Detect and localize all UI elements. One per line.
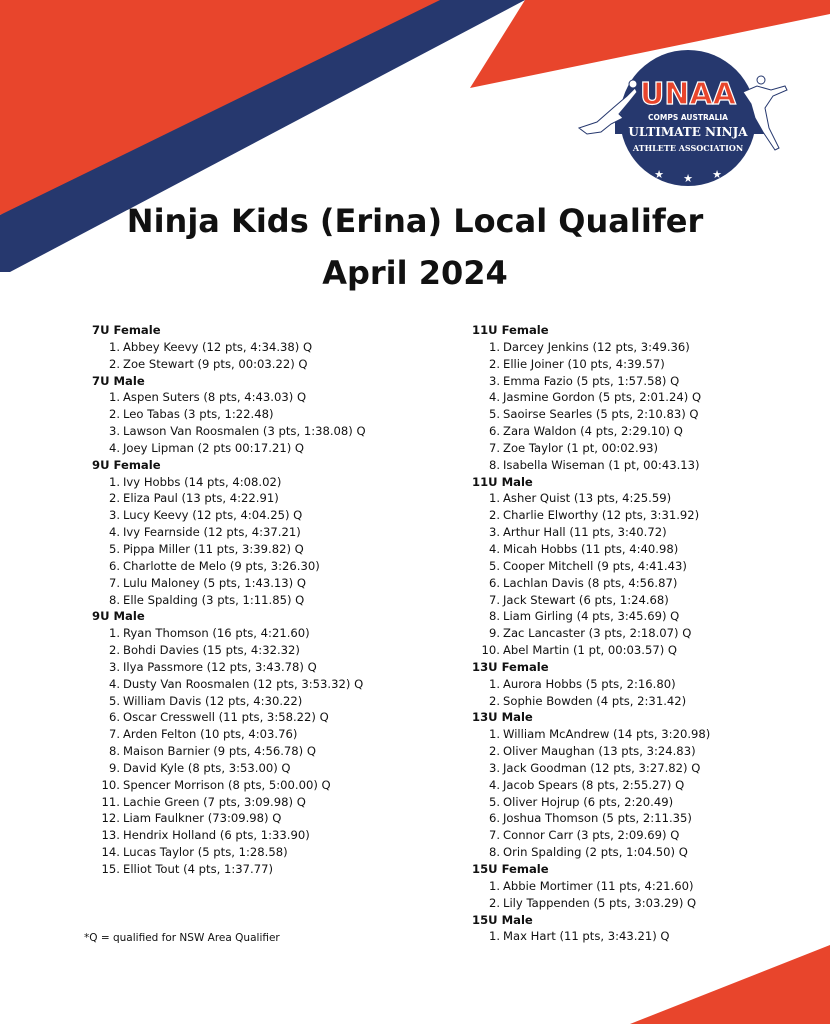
rank-number: 2. bbox=[488, 508, 500, 523]
rank-number: 1. bbox=[108, 390, 120, 405]
result-entry bbox=[85, 558, 435, 575]
result-text: Liam Girling (4 pts, 3:45.69) Q bbox=[503, 609, 680, 624]
rank-number: 8. bbox=[108, 744, 120, 759]
rank-number: 1. bbox=[108, 474, 120, 489]
rank-number: 6. bbox=[488, 424, 500, 439]
result-text: Saoirse Searles (5 pts, 2:10.83) Q bbox=[503, 407, 699, 422]
result-text: Max Hart (11 pts, 3:43.21) Q bbox=[503, 929, 670, 944]
logo-tagline: COMPS AUSTRALIA bbox=[648, 113, 728, 122]
result-entry bbox=[85, 507, 435, 524]
star-icon: ★ bbox=[654, 168, 664, 181]
result-entry bbox=[85, 726, 435, 743]
result-text: Ivy Hobbs (14 pts, 4:08.02) bbox=[123, 474, 282, 489]
result-text: Aspen Suters (8 pts, 4:43.03) Q bbox=[123, 390, 307, 405]
rank-number: 7. bbox=[488, 828, 500, 843]
rank-number: 15. bbox=[101, 862, 120, 876]
result-text: Isabella Wiseman (1 pt, 00:43.13) bbox=[503, 457, 700, 472]
rank-number: 3. bbox=[488, 760, 500, 775]
category-heading: 15U Female bbox=[472, 862, 549, 876]
rank-number: 5. bbox=[108, 693, 120, 708]
result-entry bbox=[85, 524, 435, 541]
result-text: Elliot Tout (4 pts, 1:37.77) bbox=[123, 862, 273, 876]
result-text: Leo Tabas (3 pts, 1:22.48) bbox=[123, 407, 274, 422]
logo-emblem bbox=[575, 48, 795, 198]
result-text: Pippa Miller (11 pts, 3:39.82) Q bbox=[123, 541, 304, 556]
result-entry bbox=[85, 339, 435, 356]
bottom-right-red-shape bbox=[630, 945, 830, 1024]
result-entry bbox=[85, 760, 435, 777]
rank-number: 2. bbox=[108, 643, 120, 658]
result-text: Oscar Cresswell (11 pts, 3:58.22) Q bbox=[123, 710, 329, 725]
rank-number: 4. bbox=[108, 440, 120, 455]
result-entry bbox=[85, 827, 435, 844]
result-text: Spencer Morrison (8 pts, 5:00.00) Q bbox=[123, 777, 331, 792]
result-entry bbox=[465, 423, 825, 440]
result-text: Lucy Keevy (12 pts, 4:04.25) Q bbox=[123, 508, 303, 523]
result-text: Eliza Paul (13 pts, 4:22.91) bbox=[123, 491, 279, 506]
rank-number: 2. bbox=[108, 356, 120, 371]
result-entry bbox=[465, 743, 825, 760]
rank-number: 13. bbox=[101, 828, 120, 843]
rank-number: 3. bbox=[108, 424, 120, 439]
result-text: William McAndrew (14 pts, 3:20.98) bbox=[503, 727, 711, 742]
result-entry bbox=[85, 490, 435, 507]
result-entry bbox=[465, 389, 825, 406]
category-heading: 9U Female bbox=[92, 457, 161, 472]
result-text: Oliver Hojrup (6 pts, 2:20.49) bbox=[503, 794, 674, 809]
result-text: Ellie Joiner (10 pts, 4:39.57) bbox=[503, 356, 665, 371]
rank-number: 1. bbox=[488, 878, 500, 893]
result-entry bbox=[465, 760, 825, 777]
result-entry bbox=[465, 406, 825, 423]
result-entry bbox=[85, 541, 435, 558]
result-entry bbox=[85, 794, 435, 811]
result-entry bbox=[465, 844, 825, 861]
rank-number: 9. bbox=[488, 626, 500, 641]
result-entry bbox=[465, 457, 825, 474]
result-entry bbox=[465, 726, 825, 743]
rank-number: 1. bbox=[488, 929, 500, 944]
result-entry bbox=[85, 709, 435, 726]
result-entry bbox=[85, 389, 435, 406]
result-entry bbox=[85, 693, 435, 710]
result-entry bbox=[465, 794, 825, 811]
result-text: Bohdi Davies (15 pts, 4:32.32) bbox=[123, 643, 300, 658]
result-entry bbox=[465, 777, 825, 794]
rank-number: 1. bbox=[108, 339, 120, 354]
rank-number: 4. bbox=[108, 676, 120, 691]
rank-number: 4. bbox=[488, 541, 500, 556]
rank-number: 6. bbox=[488, 811, 500, 826]
result-text: Maison Barnier (9 pts, 4:56.78) Q bbox=[123, 744, 316, 759]
result-text: Lachlan Davis (8 pts, 4:56.87) bbox=[503, 575, 678, 590]
result-text: Joey Lipman (2 pts 00:17.21) Q bbox=[123, 440, 305, 455]
rank-number: 4. bbox=[108, 525, 120, 540]
result-text: Jack Stewart (6 pts, 1:24.68) bbox=[503, 592, 669, 607]
rank-number: 7. bbox=[488, 592, 500, 607]
category-heading: 7U Female bbox=[92, 323, 161, 337]
rank-number: 6. bbox=[488, 575, 500, 590]
rank-number: 5. bbox=[488, 794, 500, 809]
result-text: Elle Spalding (3 pts, 1:11.85) Q bbox=[123, 592, 305, 607]
result-text: Arthur Hall (11 pts, 3:40.72) bbox=[503, 525, 667, 540]
logo-main-text: UNAA bbox=[640, 77, 736, 112]
result-entry bbox=[465, 440, 825, 457]
rank-number: 1. bbox=[488, 339, 500, 354]
rank-number: 5. bbox=[108, 541, 120, 556]
rank-number: 2. bbox=[488, 356, 500, 371]
result-entry bbox=[465, 928, 825, 945]
result-entry bbox=[465, 558, 825, 575]
result-text: Zoe Stewart (9 pts, 00:03.22) Q bbox=[123, 356, 308, 371]
result-entry bbox=[465, 810, 825, 827]
result-text: Cooper Mitchell (9 pts, 4:41.43) bbox=[503, 558, 687, 573]
result-entry bbox=[465, 827, 825, 844]
result-entry bbox=[85, 440, 435, 457]
result-entry bbox=[85, 676, 435, 693]
result-entry bbox=[85, 844, 435, 861]
result-text: Ilya Passmore (12 pts, 3:43.78) Q bbox=[123, 659, 317, 674]
rank-number: 10. bbox=[101, 777, 120, 792]
results-column-left bbox=[85, 322, 435, 878]
result-entry bbox=[465, 878, 825, 895]
rank-number: 6. bbox=[108, 710, 120, 725]
rank-number: 8. bbox=[488, 609, 500, 624]
result-entry bbox=[465, 625, 825, 642]
result-entry bbox=[85, 592, 435, 609]
results-column-right bbox=[465, 322, 825, 945]
result-text: Zara Waldon (4 pts, 2:29.10) Q bbox=[503, 424, 683, 439]
result-entry bbox=[465, 676, 825, 693]
page-title: Ninja Kids (Erina) Local Qualifer bbox=[126, 202, 704, 240]
result-text: Lily Tappenden (5 pts, 3:03.29) Q bbox=[503, 895, 697, 910]
result-entry bbox=[465, 524, 825, 541]
result-text: Jack Goodman (12 pts, 3:27.82) Q bbox=[503, 760, 701, 775]
result-entry bbox=[465, 356, 825, 373]
rank-number: 3. bbox=[108, 508, 120, 523]
result-text: Zac Lancaster (3 pts, 2:18.07) Q bbox=[503, 626, 692, 641]
result-entry bbox=[465, 592, 825, 609]
rank-number: 2. bbox=[488, 744, 500, 759]
result-entry bbox=[465, 608, 825, 625]
category-heading: 7U Male bbox=[92, 373, 145, 388]
rank-number: 8. bbox=[488, 457, 500, 472]
result-entry bbox=[465, 339, 825, 356]
unaa-logo bbox=[575, 48, 795, 198]
result-text: Charlie Elworthy (12 pts, 3:31.92) bbox=[503, 508, 700, 523]
result-entry bbox=[85, 423, 435, 440]
rank-number: 1. bbox=[488, 727, 500, 742]
category-heading: 11U Male bbox=[472, 474, 533, 489]
result-text: Ivy Fearnside (12 pts, 4:37.21) bbox=[123, 525, 301, 540]
result-entry bbox=[465, 895, 825, 912]
rank-number: 2. bbox=[108, 491, 120, 506]
rank-number: 4. bbox=[488, 390, 500, 405]
result-text: Abbie Mortimer (11 pts, 4:21.60) bbox=[503, 878, 694, 893]
result-text: David Kyle (8 pts, 3:53.00) Q bbox=[123, 760, 291, 775]
result-text: Sophie Bowden (4 pts, 2:31.42) bbox=[503, 693, 687, 708]
result-entry bbox=[465, 693, 825, 710]
result-entry bbox=[85, 642, 435, 659]
result-text: Jacob Spears (8 pts, 2:55.27) Q bbox=[503, 777, 685, 792]
result-entry bbox=[85, 474, 435, 491]
result-entry bbox=[85, 743, 435, 760]
result-text: William Davis (12 pts, 4:30.22) bbox=[123, 693, 303, 708]
category-heading: 13U Female bbox=[472, 659, 549, 674]
rank-number: 9. bbox=[108, 760, 120, 775]
result-entry bbox=[85, 659, 435, 676]
result-entry bbox=[465, 642, 825, 659]
result-text: Emma Fazio (5 pts, 1:57.58) Q bbox=[503, 373, 680, 388]
rank-number: 12. bbox=[101, 811, 120, 826]
result-text: Lucas Taylor (5 pts, 1:28.58) bbox=[123, 845, 288, 860]
rank-number: 14. bbox=[101, 845, 120, 860]
rank-number: 6. bbox=[108, 558, 120, 573]
result-entry bbox=[465, 373, 825, 390]
result-text: Lawson Van Roosmalen (3 pts, 1:38.08) Q bbox=[123, 424, 366, 439]
result-text: Oliver Maughan (13 pts, 3:24.83) bbox=[503, 744, 696, 759]
result-entry bbox=[85, 356, 435, 373]
rank-number: 3. bbox=[488, 373, 500, 388]
rank-number: 1. bbox=[108, 626, 120, 641]
result-entry bbox=[85, 406, 435, 423]
logo-name-line1: ULTIMATE NINJA bbox=[628, 125, 748, 139]
star-icon: ★ bbox=[712, 168, 722, 181]
result-text: Darcey Jenkins (12 pts, 3:49.36) bbox=[503, 339, 690, 354]
rank-number: 3. bbox=[108, 659, 120, 674]
result-text: Asher Quist (13 pts, 4:25.59) bbox=[503, 491, 672, 506]
result-text: Connor Carr (3 pts, 2:09.69) Q bbox=[503, 828, 680, 843]
rank-number: 5. bbox=[488, 558, 500, 573]
rank-number: 1. bbox=[488, 491, 500, 506]
category-heading: 9U Male bbox=[92, 609, 145, 624]
result-text: Abel Martin (1 pt, 00:03.57) Q bbox=[503, 643, 678, 658]
result-entry bbox=[465, 575, 825, 592]
rank-number: 4. bbox=[488, 777, 500, 792]
rank-number: 7. bbox=[108, 575, 120, 590]
star-icon: ★ bbox=[683, 172, 693, 185]
result-entry bbox=[465, 507, 825, 524]
rank-number: 1. bbox=[488, 676, 500, 691]
rank-number: 2. bbox=[488, 693, 500, 708]
result-text: Charlotte de Melo (9 pts, 3:26.30) bbox=[123, 558, 320, 573]
footnote: *Q = qualified for NSW Area Qualifier bbox=[84, 932, 280, 944]
result-text: Lulu Maloney (5 pts, 1:43.13) Q bbox=[123, 575, 307, 590]
logo-name-line2: ATHLETE ASSOCIATION bbox=[632, 143, 744, 153]
rank-number: 7. bbox=[488, 440, 500, 455]
result-text: Arden Felton (10 pts, 4:03.76) bbox=[123, 727, 298, 742]
rank-number: 2. bbox=[108, 407, 120, 422]
result-text: Abbey Keevy (12 pts, 4:34.38) Q bbox=[123, 339, 313, 354]
result-text: Ryan Thomson (16 pts, 4:21.60) bbox=[123, 626, 310, 641]
result-entry bbox=[85, 625, 435, 642]
rank-number: 8. bbox=[488, 845, 500, 860]
category-heading: 15U Male bbox=[472, 912, 533, 927]
rank-number: 8. bbox=[108, 592, 120, 607]
result-text: Aurora Hobbs (5 pts, 2:16.80) bbox=[503, 676, 676, 691]
result-entry bbox=[85, 575, 435, 592]
result-text: Dusty Van Roosmalen (12 pts, 3:53.32) Q bbox=[123, 676, 364, 691]
result-text: Lachie Green (7 pts, 3:09.98) Q bbox=[123, 794, 306, 809]
result-entry bbox=[85, 777, 435, 794]
rank-number: 3. bbox=[488, 525, 500, 540]
result-text: Micah Hobbs (11 pts, 4:40.98) bbox=[503, 541, 679, 556]
result-text: Zoe Taylor (1 pt, 00:02.93) bbox=[503, 440, 658, 455]
result-text: Liam Faulkner (73:09.98) Q bbox=[123, 811, 282, 826]
rank-number: 5. bbox=[488, 407, 500, 422]
result-entry bbox=[465, 541, 825, 558]
result-entry bbox=[85, 810, 435, 827]
result-text: Orin Spalding (2 pts, 1:04.50) Q bbox=[503, 845, 688, 860]
rank-number: 11. bbox=[101, 794, 120, 809]
result-text: Jasmine Gordon (5 pts, 2:01.24) Q bbox=[503, 390, 702, 405]
page-subtitle-date: April 2024 bbox=[322, 254, 508, 292]
result-entry bbox=[85, 861, 435, 878]
result-text: Joshua Thomson (5 pts, 2:11.35) bbox=[503, 811, 692, 826]
result-text: Hendrix Holland (6 pts, 1:33.90) bbox=[123, 828, 310, 843]
rank-number: 10. bbox=[481, 643, 500, 658]
category-heading: 13U Male bbox=[472, 710, 533, 725]
result-entry bbox=[465, 490, 825, 507]
category-heading: 11U Female bbox=[472, 323, 549, 337]
rank-number: 2. bbox=[488, 895, 500, 910]
rank-number: 7. bbox=[108, 727, 120, 742]
